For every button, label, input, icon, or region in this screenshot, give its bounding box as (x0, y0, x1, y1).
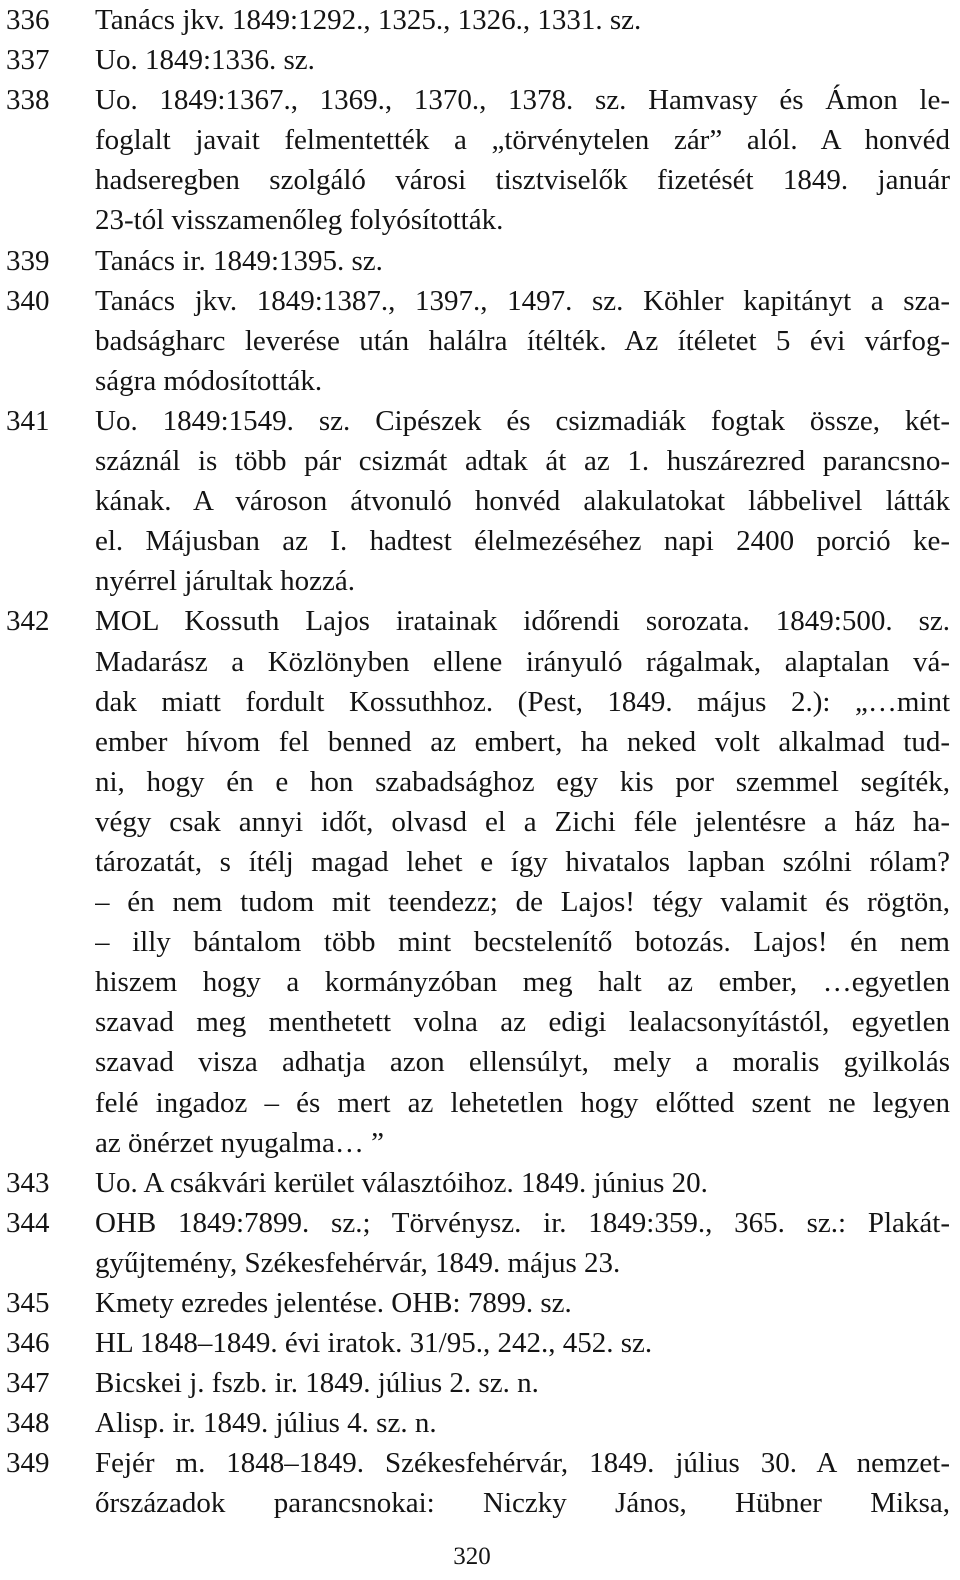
endnote-text-line: – illy bántalom több mint becstelenítő botozás. Lajos! én nem (95, 926, 950, 959)
endnote-text-line: Tanács jkv. 1849:1387., 1397., 1497. sz. Köhler kapitányt a sza- (95, 284, 950, 317)
endnote-text-line: Tanács ir. 1849:1395. sz. (95, 244, 383, 277)
endnote-text-line: Bicskei j. fszb. ir. 1849. július 2. sz. n. (95, 1367, 539, 1400)
page-number: 320 (453, 1543, 491, 1570)
endnote-number: 336 (6, 4, 50, 36)
endnote-text-line: Uo. 1849:1336. sz. (95, 44, 315, 77)
endnote-number: 337 (6, 44, 50, 77)
endnote-text-line: végy csak annyi időt, olvasd el a Zichi féle jelentésre a ház ha- (95, 805, 950, 838)
endnote-text-line: MOL Kossuth Lajos iratainak időrendi sorozata. 1849:500. sz. (95, 605, 950, 638)
endnote-text-line: 23-tól visszamenőleg folyósították. (95, 204, 504, 237)
endnote (6, 241, 950, 281)
endnote (6, 281, 950, 401)
endnote-text-line: foglalt javait felmentették a „törvénytelen zár” alól. A honvéd (95, 124, 950, 157)
endnote-text-line: tározatát, s ítélj magad lehet e így hivatalos lapban szólni rólam? (95, 845, 950, 878)
endnotes-list (6, 0, 950, 1524)
endnote (6, 1283, 950, 1323)
endnote (6, 401, 950, 601)
endnote-number: 345 (6, 1287, 50, 1319)
endnote-text-line: nyérrel járultak hozzá. (95, 565, 356, 598)
endnote-text-line: gyűjtemény, Székesfehérvár, 1849. május 23. (95, 1246, 621, 1279)
endnote (6, 0, 950, 40)
endnote-text-line: szavad visza adhatja azon ellensúlyt, mely a moralis gyilkolás (95, 1046, 950, 1079)
endnote (6, 40, 950, 80)
endnote-number: 343 (6, 1166, 50, 1199)
endnote-text-line: hiszem hogy a kormányzóban meg halt az ember, …egyetlen (95, 966, 950, 999)
endnote-text-line: őrszázadok parancsnokai: Niczky János, Hübner Miksa, (95, 1487, 950, 1520)
endnote (6, 80, 950, 240)
endnote-text-line: Alisp. ir. 1849. július 4. sz. n. (95, 1407, 437, 1440)
endnote (6, 1403, 950, 1443)
endnote-text-line: Uo. A csákvári kerület választóihoz. 1849. június 20. (95, 1166, 708, 1199)
endnote-text-line: Uo. 1849:1367., 1369., 1370., 1378. sz. Hamvasy és Ámon le- (95, 84, 950, 117)
endnote (6, 1203, 950, 1283)
endnote-number: 347 (6, 1367, 50, 1400)
endnote-number: 340 (6, 284, 50, 317)
endnote-text-line: kának. A városon átvonuló honvéd alakulatokat lábbelivel látták (95, 485, 950, 518)
endnote-number: 346 (6, 1327, 50, 1360)
endnote (6, 1163, 950, 1203)
endnote-number: 348 (6, 1407, 50, 1440)
endnote-number: 338 (6, 84, 50, 117)
endnote-text-line: ságra módosították. (95, 364, 323, 397)
endnote-text-line: felé ingadoz – és mert az lehetetlen hogy előtted szent ne legyen (95, 1086, 950, 1119)
endnote-text-line: Tanács jkv. 1849:1292., 1325., 1326., 1331. sz. (95, 4, 642, 36)
endnote-text-line: hadseregben szolgáló városi tisztviselők fizetését 1849. január (95, 164, 950, 197)
endnote-text-line: Madarász a Közlönyben ellene irányuló rágalmak, alaptalan vá- (95, 645, 950, 678)
endnote (6, 601, 950, 1162)
endnote (6, 1323, 950, 1363)
endnote-text-line: ember hívom fel benned az embert, ha neked volt alkalmad tud- (95, 725, 950, 758)
endnote-text-line: Fejér m. 1848–1849. Székesfehérvár, 1849. július 30. A nemzet- (95, 1447, 950, 1480)
endnote-number: 342 (6, 605, 50, 638)
endnote-text-line: dak miatt fordult Kossuthhoz. (Pest, 1849. május 2.): „…mint (95, 685, 950, 718)
endnote-number: 341 (6, 404, 50, 437)
endnote-text-line: Kmety ezredes jelentése. OHB: 7899. sz. (95, 1287, 572, 1319)
endnote-number: 339 (6, 244, 50, 277)
endnote-text-line: száznál is több pár csizmát adtak át az 1. huszárezred parancsno- (95, 445, 950, 478)
endnote-number: 344 (6, 1206, 50, 1239)
endnote-text-line: Uo. 1849:1549. sz. Cipészek és csizmadiák fogtak össze, két- (95, 404, 950, 437)
endnote-text-line: az önérzet nyugalma… ” (95, 1126, 385, 1159)
endnote-text-line: ni, hogy én e hon szabadsághoz egy kis por szemmel segíték, (95, 765, 950, 798)
endnote-text-line: – én nem tudom mit teendezz; de Lajos! tégy valamit és rögtön, (95, 886, 950, 919)
endnote (6, 1363, 950, 1403)
endnote-text-line: badságharc leverése után halálra ítélték. Az ítéletet 5 évi várfog- (95, 324, 950, 357)
endnote-text-line: OHB 1849:7899. sz.; Törvénysz. ir. 1849:359., 365. sz.: Plakát- (95, 1206, 950, 1239)
endnote (6, 1443, 950, 1523)
endnote-text-line: szavad meg menthetett volna az edigi lealacsonyítástól, egyetlen (95, 1006, 950, 1039)
endnote-text-line: el. Májusban az I. hadtest élelmezéséhez napi 2400 porció ke- (95, 525, 950, 558)
endnote-number: 349 (6, 1447, 50, 1480)
endnote-text-line: HL 1848–1849. évi iratok. 31/95., 242., 452. sz. (95, 1327, 653, 1360)
